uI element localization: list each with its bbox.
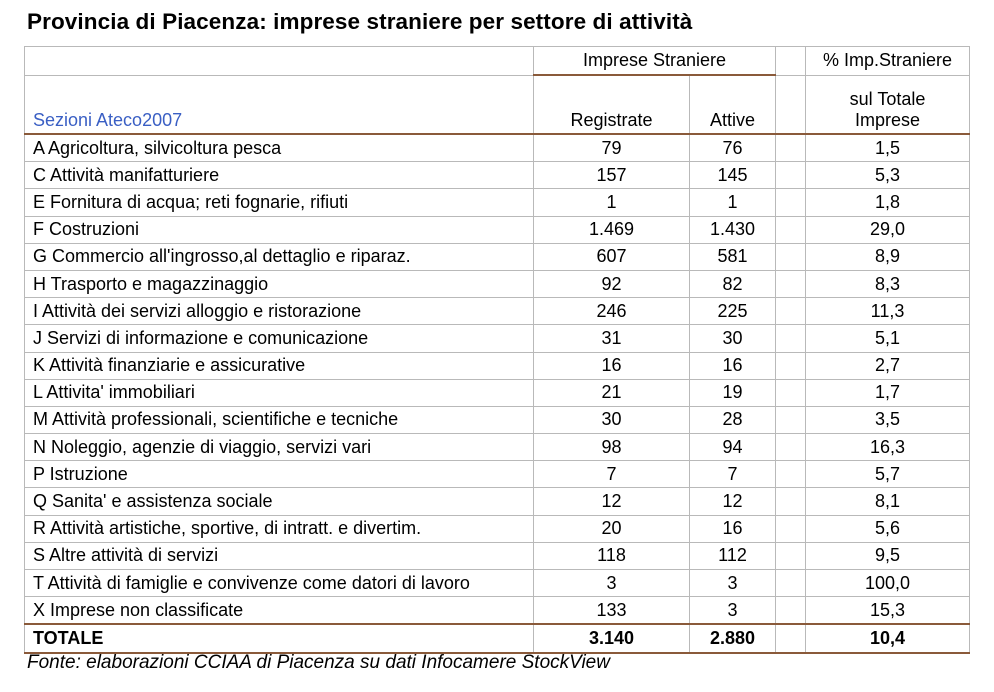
table-row xyxy=(25,542,970,569)
registrate-cell: 20 xyxy=(534,515,690,542)
attive-cell: 581 xyxy=(690,243,776,270)
header-sezioni-ateco: Sezioni Ateco2007 xyxy=(25,75,534,134)
spacer-cell xyxy=(776,624,806,652)
sector-cell: F Costruzioni xyxy=(25,216,534,243)
pct-cell: 1,5 xyxy=(806,134,970,162)
spacer-cell xyxy=(776,189,806,216)
pct-cell: 5,1 xyxy=(806,325,970,352)
sector-cell: J Servizi di informazione e comunicazione xyxy=(25,325,534,352)
sector-cell: T Attività di famiglie e convivenze come datori di lavoro xyxy=(25,570,534,597)
table-row xyxy=(25,243,970,270)
attive-cell: 30 xyxy=(690,325,776,352)
sector-cell: S Altre attività di servizi xyxy=(25,542,534,569)
pct-cell: 2,7 xyxy=(806,352,970,379)
table-row xyxy=(25,325,970,352)
total-label: TOTALE xyxy=(25,624,534,652)
sector-cell: P Istruzione xyxy=(25,461,534,488)
sector-cell: E Fornitura di acqua; reti fognarie, rifiuti xyxy=(25,189,534,216)
spacer-cell xyxy=(776,352,806,379)
attive-cell: 112 xyxy=(690,542,776,569)
pct-cell: 8,9 xyxy=(806,243,970,270)
data-table xyxy=(24,46,970,654)
sector-cell: M Attività professionali, scientifiche e tecniche xyxy=(25,406,534,433)
pct-cell: 8,1 xyxy=(806,488,970,515)
attive-cell: 3 xyxy=(690,597,776,625)
table-row xyxy=(25,270,970,297)
registrate-cell: 246 xyxy=(534,298,690,325)
attive-cell: 225 xyxy=(690,298,776,325)
sector-cell: X Imprese non classificate xyxy=(25,597,534,625)
table-row xyxy=(25,515,970,542)
attive-cell: 3 xyxy=(690,570,776,597)
pct-cell: 100,0 xyxy=(806,570,970,597)
sector-cell: G Commercio all'ingrosso,al dettaglio e riparaz. xyxy=(25,243,534,270)
pct-cell: 3,5 xyxy=(806,406,970,433)
spacer-cell xyxy=(776,570,806,597)
spacer-cell xyxy=(776,597,806,625)
registrate-cell: 92 xyxy=(534,270,690,297)
header-row-columns xyxy=(25,75,970,134)
spacer-cell xyxy=(776,515,806,542)
page-title: Provincia di Piacenza: imprese straniere per settore di attività xyxy=(27,9,693,34)
total-attive: 2.880 xyxy=(690,624,776,652)
registrate-cell: 31 xyxy=(534,325,690,352)
sector-cell: L Attivita' immobiliari xyxy=(25,379,534,406)
sector-cell: Q Sanita' e assistenza sociale xyxy=(25,488,534,515)
table-row xyxy=(25,352,970,379)
table-row xyxy=(25,134,970,162)
spacer-cell xyxy=(776,162,806,189)
spacer-cell xyxy=(776,379,806,406)
attive-cell: 12 xyxy=(690,488,776,515)
registrate-cell: 133 xyxy=(534,597,690,625)
sector-cell: I Attività dei servizi alloggio e ristorazione xyxy=(25,298,534,325)
header-registrate: Registrate xyxy=(534,75,690,134)
attive-cell: 1.430 xyxy=(690,216,776,243)
attive-cell: 7 xyxy=(690,461,776,488)
registrate-cell: 7 xyxy=(534,461,690,488)
sector-cell: A Agricoltura, silvicoltura pesca xyxy=(25,134,534,162)
spacer-cell xyxy=(776,542,806,569)
pct-cell: 15,3 xyxy=(806,597,970,625)
registrate-cell: 1 xyxy=(534,189,690,216)
pct-cell: 5,7 xyxy=(806,461,970,488)
spacer-cell xyxy=(776,406,806,433)
table-row xyxy=(25,570,970,597)
attive-cell: 145 xyxy=(690,162,776,189)
table-row xyxy=(25,488,970,515)
pct-cell: 5,3 xyxy=(806,162,970,189)
header-spacer-cell xyxy=(776,47,806,76)
attive-cell: 82 xyxy=(690,270,776,297)
registrate-cell: 21 xyxy=(534,379,690,406)
pct-cell: 5,6 xyxy=(806,515,970,542)
sector-cell: H Trasporto e magazzinaggio xyxy=(25,270,534,297)
registrate-cell: 16 xyxy=(534,352,690,379)
table-row xyxy=(25,461,970,488)
registrate-cell: 607 xyxy=(534,243,690,270)
total-registrate: 3.140 xyxy=(534,624,690,652)
sector-cell: K Attività finanziarie e assicurative xyxy=(25,352,534,379)
pct-cell: 29,0 xyxy=(806,216,970,243)
table-row xyxy=(25,298,970,325)
table-row xyxy=(25,406,970,433)
spacer-cell xyxy=(776,243,806,270)
header-pct-sul-totale xyxy=(806,75,970,134)
registrate-cell: 1.469 xyxy=(534,216,690,243)
total-row xyxy=(25,624,970,652)
header-pct-line1: sul Totale xyxy=(849,89,926,109)
table-row xyxy=(25,162,970,189)
attive-cell: 76 xyxy=(690,134,776,162)
header-spacer-cell xyxy=(776,75,806,134)
pct-cell: 1,8 xyxy=(806,189,970,216)
sector-cell: R Attività artistiche, sportive, di intratt. e divertim. xyxy=(25,515,534,542)
header-empty-cell xyxy=(25,47,534,76)
attive-cell: 28 xyxy=(690,406,776,433)
spacer-cell xyxy=(776,488,806,515)
attive-cell: 1 xyxy=(690,189,776,216)
registrate-cell: 157 xyxy=(534,162,690,189)
sector-cell: N Noleggio, agenzie di viaggio, servizi vari xyxy=(25,434,534,461)
pct-cell: 16,3 xyxy=(806,434,970,461)
source-note: Fonte: elaborazioni CCIAA di Piacenza su dati Infocamere StockView xyxy=(27,652,610,673)
registrate-cell: 12 xyxy=(534,488,690,515)
pct-cell: 11,3 xyxy=(806,298,970,325)
spacer-cell xyxy=(776,298,806,325)
header-pct-line2: Imprese xyxy=(854,110,921,130)
header-imprese-straniere: Imprese Straniere xyxy=(534,47,776,76)
spacer-cell xyxy=(776,434,806,461)
table-row xyxy=(25,597,970,625)
header-pct-imp-straniere: % Imp.Straniere xyxy=(806,47,970,76)
registrate-cell: 30 xyxy=(534,406,690,433)
header-row-group xyxy=(25,47,970,76)
attive-cell: 16 xyxy=(690,352,776,379)
header-attive: Attive xyxy=(690,75,776,134)
attive-cell: 94 xyxy=(690,434,776,461)
table-row xyxy=(25,434,970,461)
attive-cell: 16 xyxy=(690,515,776,542)
table-row xyxy=(25,189,970,216)
registrate-cell: 3 xyxy=(534,570,690,597)
registrate-cell: 118 xyxy=(534,542,690,569)
total-pct: 10,4 xyxy=(806,624,970,652)
sector-cell: C Attività manifatturiere xyxy=(25,162,534,189)
registrate-cell: 98 xyxy=(534,434,690,461)
spacer-cell xyxy=(776,134,806,162)
table-row xyxy=(25,216,970,243)
spacer-cell xyxy=(776,216,806,243)
pct-cell: 1,7 xyxy=(806,379,970,406)
pct-cell: 9,5 xyxy=(806,542,970,569)
spacer-cell xyxy=(776,461,806,488)
spacer-cell xyxy=(776,270,806,297)
registrate-cell: 79 xyxy=(534,134,690,162)
spacer-cell xyxy=(776,325,806,352)
attive-cell: 19 xyxy=(690,379,776,406)
pct-cell: 8,3 xyxy=(806,270,970,297)
table-row xyxy=(25,379,970,406)
